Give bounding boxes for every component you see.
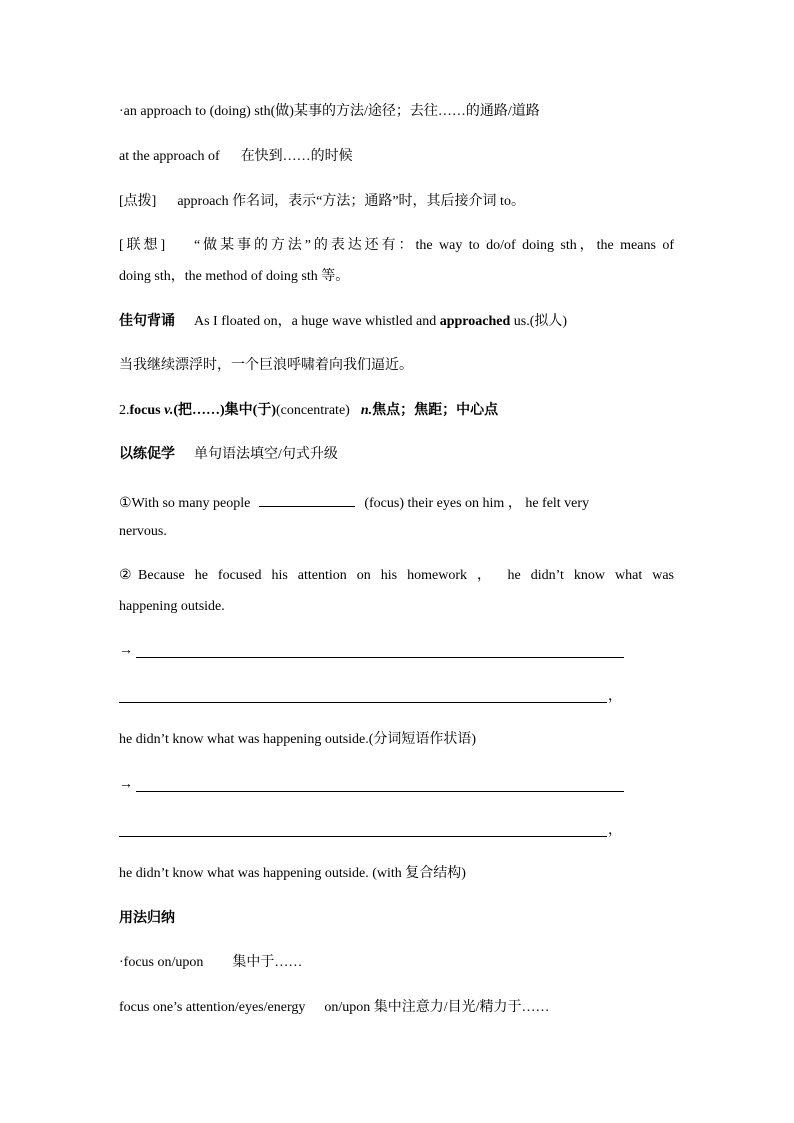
memorize-tag: 佳句背诵 (119, 314, 175, 329)
rewrite-2-answer-line-2[interactable] (119, 836, 607, 837)
entry-word: focus (129, 403, 161, 418)
exercise-2-line-1 (119, 567, 674, 585)
exercise-1-pre: ①With so many people (119, 496, 251, 511)
rewrite-2-arrow (119, 776, 133, 794)
entry-pos-verb: v. (164, 403, 174, 418)
tip-line (119, 193, 525, 211)
arrow-icon: → (119, 777, 133, 792)
usage-item-1 (119, 954, 302, 972)
memorize-keyword: approached (439, 314, 511, 329)
rewrite-1-answer-line-2[interactable] (119, 702, 607, 703)
at-approach-phrase: at the approach of (119, 149, 220, 164)
approach-at-line (119, 148, 353, 166)
exercise-1-line-1 (119, 492, 674, 513)
approach-phrase-text: ·an approach to (doing) sth(做)某事的方法/途径；去往……的通路/道路 (119, 104, 540, 119)
practice-heading-line (119, 446, 338, 464)
entry-synonym: (concentrate) (275, 403, 350, 418)
arrow-icon: → (119, 643, 133, 658)
usage-title: 用法归纳 (119, 911, 175, 926)
focus-heading-line (119, 402, 498, 420)
exercise-2-line-2 (119, 598, 225, 616)
comma-mark: ， (608, 689, 622, 704)
rewrite-2-line (119, 865, 466, 883)
rewrite-1-text: he didn’t know what was happening outside.(分词短语作状语) (119, 732, 477, 747)
association-text-1: “做某事的方法”的表达还有：the way to do/of doing sth，the means of (194, 238, 675, 253)
rewrite-2-comma (608, 822, 622, 840)
association-text-2: doing sth，the method of doing sth 等。 (119, 269, 350, 284)
exercise-1-line-2 (119, 523, 167, 541)
rewrite-1-answer-line-1[interactable] (136, 657, 624, 658)
memorize-sentence-line (119, 313, 567, 331)
exercise-1-post: (focus) their eyes on him ， he felt very (364, 496, 590, 511)
usage-item-1-meaning: 集中于…… (232, 955, 303, 970)
entry-noun-meaning: 焦点；焦距；中心点 (372, 403, 499, 418)
entry-verb-meaning: (把……)集中(于) (173, 403, 276, 418)
exercise-2-text: ②Because he focused his attention on his homework ， he didn’t know what was (119, 568, 674, 583)
association-line-2 (119, 268, 349, 286)
entry-pos-noun: n. (360, 403, 373, 418)
usage-item-2 (119, 999, 550, 1017)
tip-text: approach 作名词，表示“方法；通路”时，其后接介词 to。 (177, 194, 525, 209)
comma-mark: ， (608, 823, 622, 838)
association-line-1 (119, 237, 674, 255)
at-approach-meaning: 在快到……的时候 (240, 149, 353, 164)
exercise-1-end: nervous. (119, 524, 167, 539)
memorize-translation: 当我继续漂浮时，一个巨浪呼啸着向我们逼近。 (119, 358, 413, 373)
usage-item-1-phrase: ·focus on/upon (119, 955, 204, 970)
tip-tag: [点拨] (119, 194, 157, 209)
exercise-2-end: happening outside. (119, 599, 225, 614)
rewrite-1-line (119, 731, 476, 749)
rewrite-1-arrow (119, 642, 133, 660)
memorize-translation-line (119, 357, 413, 375)
memorize-sentence-post: us.(拟人) (510, 314, 568, 329)
association-tag: [联想] (119, 238, 166, 253)
exercise-1-blank[interactable] (259, 492, 355, 507)
rewrite-2-answer-line-1[interactable] (136, 791, 624, 792)
rewrite-2-text: he didn’t know what was happening outside. (with 复合结构) (119, 866, 466, 881)
memorize-sentence-pre: As I floated on，a huge wave whistled and (194, 314, 437, 329)
usage-heading (119, 910, 175, 928)
usage-item-2-meaning: 集中注意力/目光/精力于…… (373, 1000, 550, 1015)
rewrite-1-comma (608, 688, 622, 706)
practice-subtitle: 单句语法填空/句式升级 (194, 447, 338, 462)
practice-tag: 以练促学 (119, 447, 175, 462)
approach-phrase-line (119, 103, 540, 121)
entry-number: 2. (119, 403, 130, 418)
usage-item-2-phrase: focus one’s attention/eyes/energy (119, 1000, 306, 1015)
usage-item-2-prep: on/upon (324, 1000, 371, 1015)
